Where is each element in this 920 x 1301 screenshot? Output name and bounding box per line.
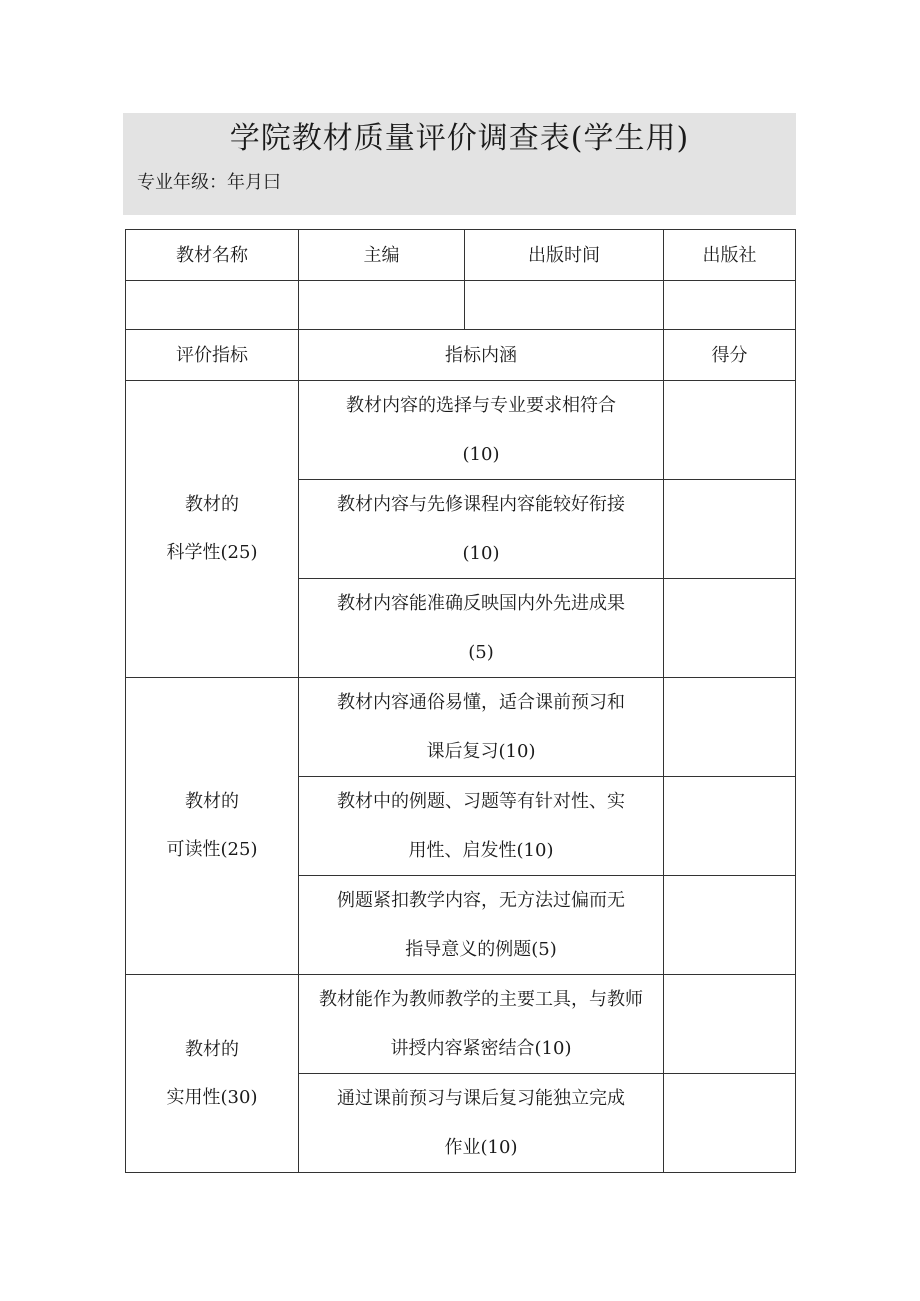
evaluation-table xyxy=(125,229,796,1173)
indicator-practicality xyxy=(126,975,299,1173)
indicator-name-line1: 教材的 xyxy=(185,494,239,515)
criterion-line1: 例题紧扣教学内容，无方法过偏而无 xyxy=(337,890,625,911)
criterion-content xyxy=(299,579,664,678)
criterion-line1: 教材中的例题、习题等有针对性、实 xyxy=(337,791,625,812)
criterion-content xyxy=(299,975,664,1074)
criterion-row xyxy=(126,975,796,1074)
criterion-line2: 用性、启发性(10) xyxy=(408,840,554,861)
major-grade-line: 专业年级：年月曰 xyxy=(137,172,281,193)
score-cell[interactable] xyxy=(664,876,796,975)
score-cell[interactable] xyxy=(664,975,796,1074)
criterion-content xyxy=(299,876,664,975)
criterion-content xyxy=(299,777,664,876)
criterion-line2: 讲授内容紧密结合(10) xyxy=(390,1038,572,1059)
indicator-name-line2: 科学性(25) xyxy=(166,542,258,563)
book-name-cell[interactable] xyxy=(126,281,299,330)
criterion-content xyxy=(299,678,664,777)
criterion-line2: 作业(10) xyxy=(444,1137,518,1158)
indicator-name-line1: 教材的 xyxy=(185,1038,239,1060)
criterion-line1: 教材内容通俗易懂，适合课前预习和 xyxy=(337,692,625,713)
page-title: 学院教材质量评价调查表(学生用) xyxy=(229,121,690,156)
publisher-cell[interactable] xyxy=(664,281,796,330)
score-header: 得分 xyxy=(664,330,796,381)
criterion-line1: 教材能作为教师教学的主要工具，与教师 xyxy=(319,989,643,1010)
criterion-line2: (10) xyxy=(462,543,500,564)
criterion-line2: (5) xyxy=(468,642,494,663)
column-header-publish-date: 出版时间 xyxy=(465,230,664,281)
criterion-row xyxy=(126,678,796,777)
criterion-row xyxy=(126,381,796,480)
criterion-content xyxy=(299,480,664,579)
criterion-line1: 教材内容与先修课程内容能较好衔接 xyxy=(337,494,625,515)
book-info-entry-row xyxy=(126,281,796,330)
publish-date-cell[interactable] xyxy=(465,281,664,330)
criterion-line2: (10) xyxy=(462,444,500,465)
indicator-header: 评价指标 xyxy=(126,330,299,381)
column-header-book-name: 教材名称 xyxy=(126,230,299,281)
content-header: 指标内涵 xyxy=(299,330,664,381)
indicator-scientific xyxy=(126,381,299,678)
score-cell[interactable] xyxy=(664,579,796,678)
book-info-header-row xyxy=(126,230,796,281)
criterion-line1: 教材内容能准确反映国内外先进成果 xyxy=(337,593,625,614)
editor-cell[interactable] xyxy=(299,281,465,330)
score-cell[interactable] xyxy=(664,678,796,777)
indicator-name-line2: 可读性(25) xyxy=(166,839,258,860)
criterion-line1: 通过课前预习与课后复习能独立完成 xyxy=(337,1088,625,1109)
criterion-line2: 指导意义的例题(5) xyxy=(405,939,557,960)
criterion-content xyxy=(299,1074,664,1173)
indicator-name-line2: 实用性(30) xyxy=(166,1086,258,1108)
score-cell[interactable] xyxy=(664,480,796,579)
indicator-readability xyxy=(126,678,299,975)
indicator-name-line1: 教材的 xyxy=(185,791,239,812)
criterion-line1: 教材内容的选择与专业要求相符合 xyxy=(346,395,616,416)
score-cell[interactable] xyxy=(664,777,796,876)
score-cell[interactable] xyxy=(664,1074,796,1173)
criterion-line2: 课后复习(10) xyxy=(426,741,536,762)
column-header-editor: 主编 xyxy=(299,230,465,281)
column-header-publisher: 出版社 xyxy=(664,230,796,281)
criterion-content xyxy=(299,381,664,480)
header-band xyxy=(123,113,796,215)
evaluation-header-row xyxy=(126,330,796,381)
score-cell[interactable] xyxy=(664,381,796,480)
